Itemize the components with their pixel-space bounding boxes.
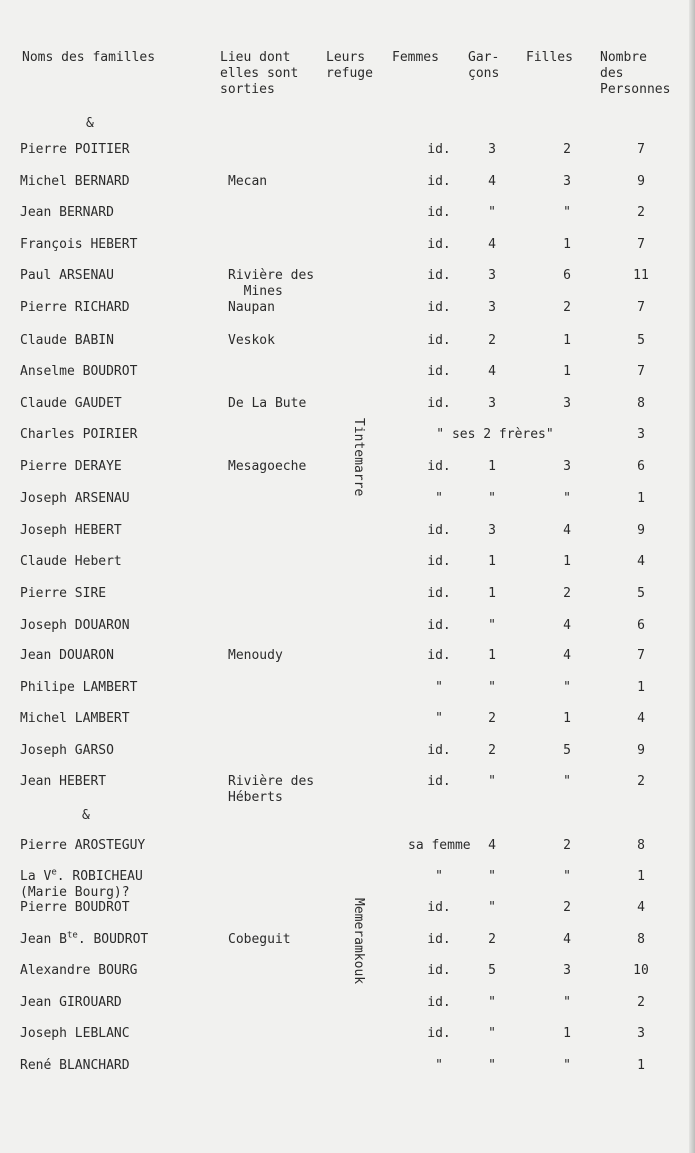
total-value: 1: [637, 869, 645, 884]
garcons-value: ": [488, 1058, 496, 1073]
filles-value: ": [563, 491, 571, 506]
total-value: 9: [637, 174, 645, 189]
garcons-value: 3: [488, 142, 496, 157]
ampersand-1: &: [86, 116, 94, 131]
filles-value: 2: [563, 586, 571, 601]
femmes-value: id.: [427, 963, 451, 978]
total-value: 9: [637, 523, 645, 538]
garcons-value: 2: [488, 932, 496, 947]
filles-value: 6: [563, 268, 571, 283]
filles-value: 4: [563, 523, 571, 538]
filles-value: 1: [563, 364, 571, 379]
filles-value: 3: [563, 396, 571, 411]
filles-value: 5: [563, 743, 571, 758]
garcons-value: 2: [488, 743, 496, 758]
table-row: [0, 648, 695, 670]
total-value: 1: [637, 1058, 645, 1073]
family-name: Paul ARSENAU: [20, 268, 114, 283]
femmes-value: id.: [427, 333, 451, 348]
table-row: [0, 838, 695, 860]
header-lieu: Lieu dont elles sont sorties: [220, 50, 299, 97]
table-row: [0, 900, 695, 922]
origin-place: De La Bute: [228, 396, 307, 411]
family-name: Joseph DOUARON: [20, 618, 130, 633]
table-row: [0, 523, 695, 545]
family-name: Joseph LEBLANC: [20, 1026, 130, 1041]
family-name: Anselme BOUDROT: [20, 364, 138, 379]
table-row: [0, 774, 695, 805]
table-row: [0, 491, 695, 513]
garcons-value: 5: [488, 963, 496, 978]
table-row: [0, 364, 695, 386]
filles-value: 3: [563, 963, 571, 978]
origin-place: Rivière des Mines: [228, 268, 315, 299]
femmes-value: id.: [427, 364, 451, 379]
filles-value: ": [563, 680, 571, 695]
table-row: [0, 995, 695, 1017]
femmes-value: sa femme: [408, 838, 471, 853]
header-filles: Filles: [526, 50, 573, 65]
table-row: [0, 586, 695, 608]
table-row: [0, 932, 695, 954]
family-name: Jean $B^{te}$. BOUDROT: [20, 930, 149, 947]
garcons-value: ": [488, 900, 496, 915]
family-name: Joseph HEBERT: [20, 523, 122, 538]
femmes-value: id.: [427, 268, 451, 283]
femmes-value: id.: [427, 174, 451, 189]
total-value: 4: [637, 554, 645, 569]
filles-value: 4: [563, 932, 571, 947]
total-value: 7: [637, 237, 645, 252]
garcons-value: ": [488, 995, 496, 1010]
total-value: 4: [637, 711, 645, 726]
family-name: Pierre AROSTEGUY: [20, 838, 146, 853]
total-value: 11: [633, 268, 649, 283]
origin-place: Rivière des Héberts: [228, 774, 315, 805]
family-name: Charles POIRIER: [20, 427, 138, 442]
table-row: [0, 427, 695, 449]
family-name: Joseph GARSO: [20, 743, 114, 758]
family-name: Jean HEBERT: [20, 774, 107, 789]
total-value: 5: [637, 333, 645, 348]
femmes-value: id.: [427, 648, 451, 663]
origin-place: Mecan: [228, 174, 268, 189]
femmes-value: ": [435, 491, 443, 506]
garcons-value: 3: [488, 300, 496, 315]
table-row: [0, 205, 695, 227]
femmes-value: id.: [427, 396, 451, 411]
femmes-value: id.: [427, 237, 451, 252]
origin-place: Mesagoeche: [228, 459, 307, 474]
total-value: 1: [637, 680, 645, 695]
femmes-value: id.: [427, 743, 451, 758]
filles-value: 1: [563, 554, 571, 569]
table-row: [0, 867, 695, 900]
garcons-value: ": [488, 680, 496, 695]
total-value: 2: [637, 205, 645, 220]
table-row: [0, 680, 695, 702]
origin-place: Veskok: [228, 333, 275, 348]
garcons-value: 4: [488, 364, 496, 379]
filles-value: 2: [563, 900, 571, 915]
family-name: Alexandre BOURG: [20, 963, 138, 978]
total-value: 8: [637, 838, 645, 853]
filles-value: 3: [563, 174, 571, 189]
family-name: Jean GIROUARD: [20, 995, 122, 1010]
table-row: [0, 333, 695, 355]
total-value: 3: [637, 427, 645, 442]
header-femmes: Femmes: [392, 50, 439, 65]
table-row: [0, 618, 695, 640]
table-row: [0, 554, 695, 576]
family-name: François HEBERT: [20, 237, 138, 252]
family-name: Michel LAMBERT: [20, 711, 130, 726]
femmes-value: ": [435, 680, 443, 695]
table-row: [0, 459, 695, 481]
filles-value: ": [563, 995, 571, 1010]
total-value: 9: [637, 743, 645, 758]
total-value: 7: [637, 364, 645, 379]
garcons-value: 3: [488, 396, 496, 411]
femmes-value: id.: [427, 932, 451, 947]
total-value: 8: [637, 396, 645, 411]
ampersand-2: &: [82, 808, 90, 823]
filles-value: 1: [563, 1026, 571, 1041]
total-value: 1: [637, 491, 645, 506]
origin-place: Naupan: [228, 300, 275, 315]
table-row: [0, 268, 695, 299]
header-noms: Noms des familles: [22, 50, 156, 65]
femmes-value: id.: [427, 523, 451, 538]
garcons-value: 1: [488, 554, 496, 569]
filles-value: 4: [563, 618, 571, 633]
filles-value: ": [563, 774, 571, 789]
femmes-value: ": [435, 1058, 443, 1073]
total-value: 2: [637, 995, 645, 1010]
garcons-value: 3: [488, 268, 496, 283]
family-name: Pierre SIRE: [20, 586, 107, 601]
total-value: 6: [637, 618, 645, 633]
filles-value: 1: [563, 711, 571, 726]
total-value: 7: [637, 648, 645, 663]
filles-value: 2: [563, 300, 571, 315]
garcons-value: ": [488, 491, 496, 506]
femmes-value: id.: [427, 142, 451, 157]
table-row: [0, 300, 695, 322]
filles-value: 2: [563, 142, 571, 157]
femmes-value: id.: [427, 300, 451, 315]
refuge-memeramkouk: Memeramkouk: [351, 898, 366, 985]
refuge-tintemarre: Tintemarre: [351, 418, 366, 497]
garcons-value: ": [488, 205, 496, 220]
note-span: " ses 2 frères": [436, 427, 554, 442]
garcons-value: 4: [488, 237, 496, 252]
family-name: Philipe LAMBERT: [20, 680, 138, 695]
total-value: 5: [637, 586, 645, 601]
table-row: [0, 396, 695, 418]
garcons-value: 1: [488, 648, 496, 663]
family-name: Michel BERNARD: [20, 174, 130, 189]
femmes-value: id.: [427, 205, 451, 220]
filles-value: 1: [563, 237, 571, 252]
total-value: 3: [637, 1026, 645, 1041]
total-value: 10: [633, 963, 649, 978]
filles-value: ": [563, 869, 571, 884]
total-value: 7: [637, 142, 645, 157]
filles-value: 2: [563, 838, 571, 853]
family-name: Claude BABIN: [20, 333, 114, 348]
table-row: [0, 743, 695, 765]
family-name: Claude Hebert: [20, 554, 122, 569]
family-name: Pierre BOUDROT: [20, 900, 130, 915]
femmes-value: id.: [427, 774, 451, 789]
garcons-value: 2: [488, 711, 496, 726]
garcons-value: 1: [488, 459, 496, 474]
total-value: 8: [637, 932, 645, 947]
family-name: Pierre POITIER: [20, 142, 130, 157]
table-row: [0, 237, 695, 259]
filles-value: 1: [563, 333, 571, 348]
femmes-value: id.: [427, 1026, 451, 1041]
family-name: Pierre DERAYE: [20, 459, 122, 474]
family-name: Jean DOUARON: [20, 648, 114, 663]
family-name: Jean BERNARD: [20, 205, 114, 220]
total-value: 2: [637, 774, 645, 789]
origin-place: Cobeguit: [228, 932, 291, 947]
family-name: La Ve. ROBICHEAU (Marie Bourg)?: [20, 867, 143, 900]
femmes-value: ": [435, 869, 443, 884]
garcons-value: ": [488, 1026, 496, 1041]
family-name: Joseph ARSENAU: [20, 491, 130, 506]
femmes-value: id.: [427, 586, 451, 601]
family-name: René BLANCHARD: [20, 1058, 130, 1073]
table-row: [0, 963, 695, 985]
garcons-value: ": [488, 618, 496, 633]
total-value: 6: [637, 459, 645, 474]
table-row: [0, 1058, 695, 1080]
femmes-value: id.: [427, 995, 451, 1010]
garcons-value: ": [488, 869, 496, 884]
femmes-value: id.: [427, 618, 451, 633]
garcons-value: 4: [488, 174, 496, 189]
family-name: Pierre RICHARD: [20, 300, 130, 315]
table-row: [0, 142, 695, 164]
header-nombre: Nombre des Personnes: [600, 50, 671, 97]
femmes-value: id.: [427, 554, 451, 569]
filles-value: ": [563, 1058, 571, 1073]
table-row: [0, 711, 695, 733]
header-garcons: Gar- çons: [468, 50, 500, 81]
garcons-value: 3: [488, 523, 496, 538]
origin-place: Menoudy: [228, 648, 283, 663]
total-value: 4: [637, 900, 645, 915]
femmes-value: ": [435, 711, 443, 726]
table-row: [0, 174, 695, 196]
family-name: Claude GAUDET: [20, 396, 122, 411]
femmes-value: id.: [427, 900, 451, 915]
garcons-value: 2: [488, 333, 496, 348]
filles-value: ": [563, 205, 571, 220]
filles-value: 3: [563, 459, 571, 474]
header-refuge: Leurs refuge: [326, 50, 373, 81]
garcons-value: ": [488, 774, 496, 789]
garcons-value: 4: [488, 838, 496, 853]
filles-value: 4: [563, 648, 571, 663]
femmes-value: id.: [427, 459, 451, 474]
garcons-value: 1: [488, 586, 496, 601]
table-row: [0, 1026, 695, 1048]
total-value: 7: [637, 300, 645, 315]
